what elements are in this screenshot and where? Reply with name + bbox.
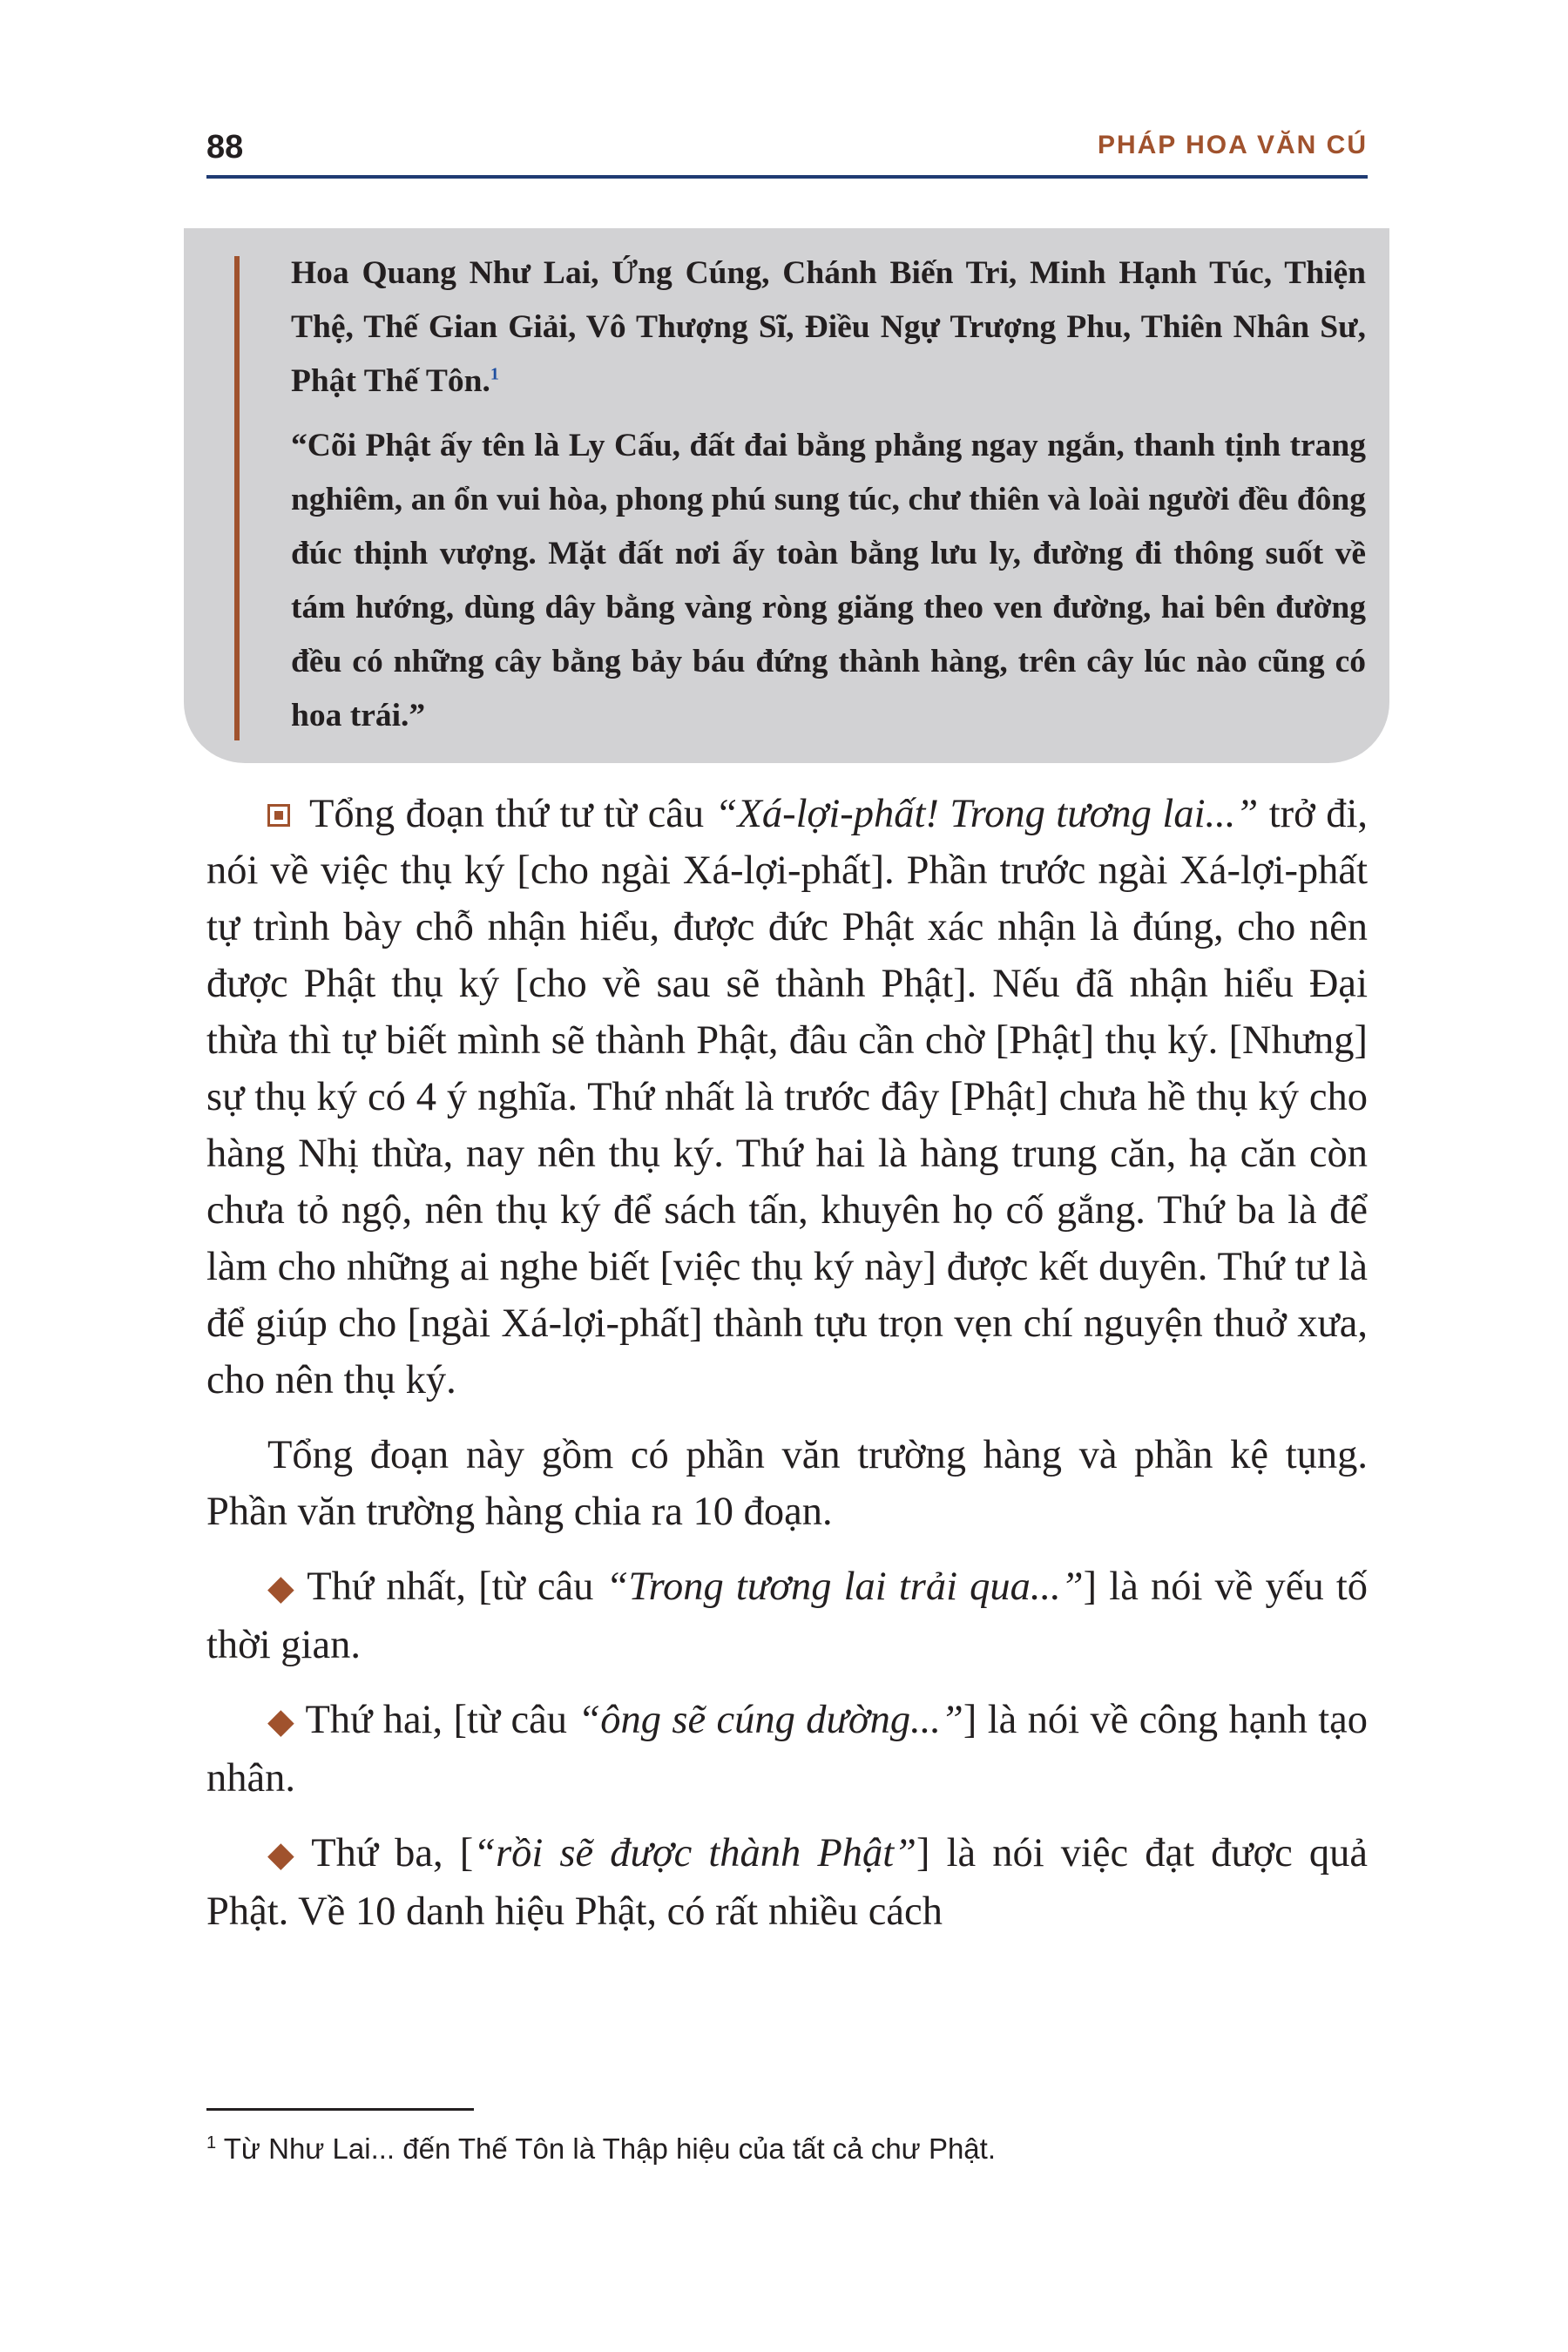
quote-box (184, 228, 1389, 763)
body-paragraph (206, 1825, 1368, 1940)
page-number: 88 (206, 129, 244, 166)
body-paragraph (206, 1558, 1368, 1673)
diamond-bullet-icon: ◆ (267, 1701, 295, 1741)
diamond-bullet-icon: ◆ (267, 1835, 301, 1875)
text-run: ] là nói việc đạt được quả Phật. Về 10 danh hiệu Phật, có rất nhiều cách (206, 1831, 1368, 1934)
quote-bar (234, 256, 240, 740)
text-run-italic: “Xá-lợi-phất! Trong tương lai...” (714, 792, 1259, 836)
quote-paragraph-text: Hoa Quang Như Lai, Ứng Cúng, Chánh Biến Tri, Minh Hạnh Túc, Thiện Thệ, Thế Gian Giải, Vô Thượng Sĩ, Điều Ngự Trượng Phu, Thiên Nhân Sư, Phật Thế Tôn. (291, 255, 1366, 399)
text-run: Tổng đoạn thứ tư từ câu (309, 792, 715, 836)
footnote-rule (206, 2108, 474, 2111)
footnote-text: Từ Như Lai... đến Thế Tôn là Thập hiệu của tất cả chư Phật. (216, 2132, 996, 2165)
footnote-ref[interactable]: 1 (490, 364, 499, 384)
text-run: ] là nói về công hạnh tạo nhân. (206, 1698, 1369, 1801)
diamond-bullet-icon: ◆ (267, 1568, 297, 1608)
square-bullet-icon (267, 804, 290, 827)
text-run: ] là nói về yếu tố thời gian. (206, 1565, 1368, 1667)
text-run-italic: “rồi sẽ được thành Phật” (473, 1831, 917, 1876)
body-paragraph (206, 1692, 1368, 1807)
text-run: Thứ nhất, [từ câu (307, 1565, 606, 1609)
footnote-marker: 1 (206, 2133, 217, 2153)
body-paragraph (206, 786, 1368, 1409)
body-paragraph: Tổng đoạn này gồm có phần văn trường hàng và phần kệ tụng. Phần văn trường hàng chia ra 10 đoạn. (206, 1433, 1368, 1534)
running-title: PHÁP HOA VĂN CÚ (1097, 131, 1368, 159)
text-run-italic: “Trong tương lai trải qua...” (605, 1565, 1084, 1609)
header-rule (206, 175, 1368, 179)
footnote (206, 2132, 996, 2166)
quote-text (291, 247, 1366, 743)
quote-paragraph (291, 247, 1366, 409)
quote-paragraph: “Cõi Phật ấy tên là Ly Cấu, đất đai bằng phẳng ngay ngắn, thanh tịnh trang nghiêm, an ổn vui hòa, phong phú sung túc, chư thiên và loài người đều đông đúc thịnh vượng. Mặt đất nơi ấy toàn bằng lưu ly, đường đi thông suốt về tám hướng, dùng dây bằng vàng ròng giăng theo ven đường, hai bên đường đều có những cây bằng bảy báu đứng thành hàng, trên cây lúc nào cũng có hoa trái.” (291, 428, 1366, 733)
text-run-italic: “ông sẽ cúng dường...” (578, 1698, 963, 1742)
text-run: Thứ hai, [từ câu (305, 1698, 578, 1742)
text-run: Thứ ba, [ (311, 1831, 474, 1876)
body-text (206, 786, 1368, 1958)
text-run: trở đi, nói về việc thụ ký [cho ngài Xá-lợi-phất]. Phần trước ngài Xá-lợi-phất tự trình bày chỗ nhận hiểu, được đức Phật xác nhận là đúng, cho nên được Phật thụ ký [cho về sau sẽ thành Phật]. Nếu đã nhận hiểu Đại thừa thì tự biết mình sẽ thành Phật, đâu cần chờ [Phật] thụ ký. [Nhưng] sự thụ ký có 4 ý nghĩa. Thứ nhất là trước đây [Phật] chưa hề thụ ký cho hàng Nhị thừa, nay nên thụ ký. Thứ hai là hàng trung căn, hạ căn còn chưa tỏ ngộ, nên thụ ký để sách tấn, khuyên họ cố gắng. Thứ ba là để làm cho những ai nghe biết [việc thụ ký này] được kết duyên. Thứ tư là để giúp cho [ngài Xá-lợi-phất] thành tựu trọn vẹn chí nguyện thuở xưa, cho nên thụ ký. (206, 792, 1368, 1402)
